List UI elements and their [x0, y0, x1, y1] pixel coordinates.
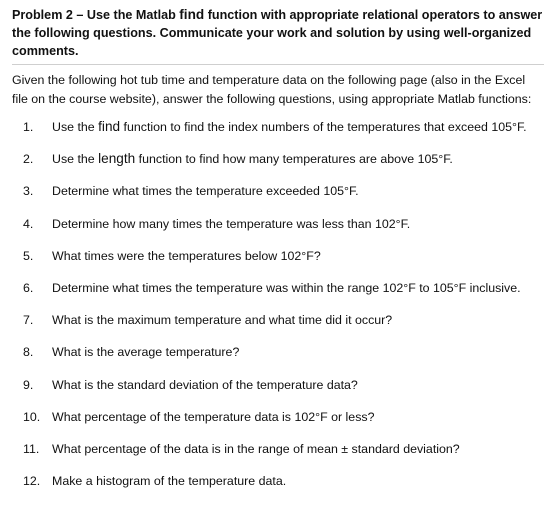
- question-item: [12, 118, 544, 150]
- question-text-lead: Use the: [52, 120, 99, 134]
- question-item: [12, 182, 544, 214]
- question-text: What percentage of the temperature data is 102°F or less?: [52, 409, 375, 424]
- question-number: 4.: [23, 216, 34, 231]
- document-page: [12, 6, 544, 504]
- question-text: What is the maximum temperature and what time did it occur?: [52, 313, 393, 328]
- question-list: [12, 118, 544, 504]
- question-item: [12, 279, 544, 311]
- question-text: What is the standard deviation of the temperature data?: [52, 377, 358, 392]
- problem-heading-lead: Problem 2 – Use the Matlab: [12, 8, 180, 22]
- question-text-lead: Use the: [52, 152, 99, 167]
- question-number: 12.: [23, 474, 41, 489]
- question-text-rest: function to find the index numbers of the temperatures that exceed 105°F.: [120, 120, 527, 134]
- question-number: 2.: [23, 152, 34, 167]
- question-item: [12, 408, 544, 440]
- question-number: 8.: [23, 345, 34, 360]
- question-number: 9.: [23, 377, 34, 392]
- question-number: 1.: [23, 120, 34, 134]
- problem-heading: [12, 6, 544, 60]
- question-text: What is the average temperature?: [52, 345, 240, 360]
- intro-paragraph: Given the following hot tub time and temperature data on the following page (also in the Excel file on the course website), answer the following questions, using appropriate Matlab functions:: [12, 73, 532, 106]
- question-text: [52, 150, 544, 182]
- question-text: Determine what times the temperature exceeded 105°F.: [52, 184, 359, 199]
- question-number: 11.: [23, 441, 40, 456]
- question-item: [12, 440, 544, 472]
- question-item: [12, 343, 544, 375]
- question-text: What times were the temperatures below 102°F?: [52, 248, 321, 263]
- question-item: [12, 247, 544, 279]
- question-item: [12, 150, 544, 182]
- question-item: [12, 472, 544, 504]
- question-number: 7.: [23, 313, 34, 328]
- problem-heading-function: find: [179, 7, 205, 22]
- question-number: 10.: [23, 409, 41, 424]
- question-function: length: [98, 151, 136, 167]
- question-number: 3.: [23, 184, 34, 199]
- question-text: [52, 118, 544, 150]
- question-text: What percentage of the data is in the range of mean ± standard deviation?: [52, 441, 460, 456]
- question-number: 6.: [23, 280, 34, 295]
- question-text: Determine what times the temperature was within the range 102°F to 105°F inclusive.: [52, 280, 521, 295]
- heading-divider: [12, 64, 544, 65]
- question-item: [12, 376, 544, 408]
- question-function: find: [98, 119, 121, 134]
- question-item: [12, 311, 544, 343]
- question-text-rest: function to find how many temperatures are above 105°F.: [135, 152, 453, 167]
- question-number: 5.: [23, 248, 34, 263]
- question-text: Determine how many times the temperature was less than 102°F.: [52, 216, 411, 231]
- question-text: Make a histogram of the temperature data.: [52, 474, 287, 489]
- problem-heading-rest: function with appropriate relational operators to answer the following questions. Communicate your work and solution by using well-organized comments.: [12, 8, 543, 58]
- question-item: [12, 215, 544, 247]
